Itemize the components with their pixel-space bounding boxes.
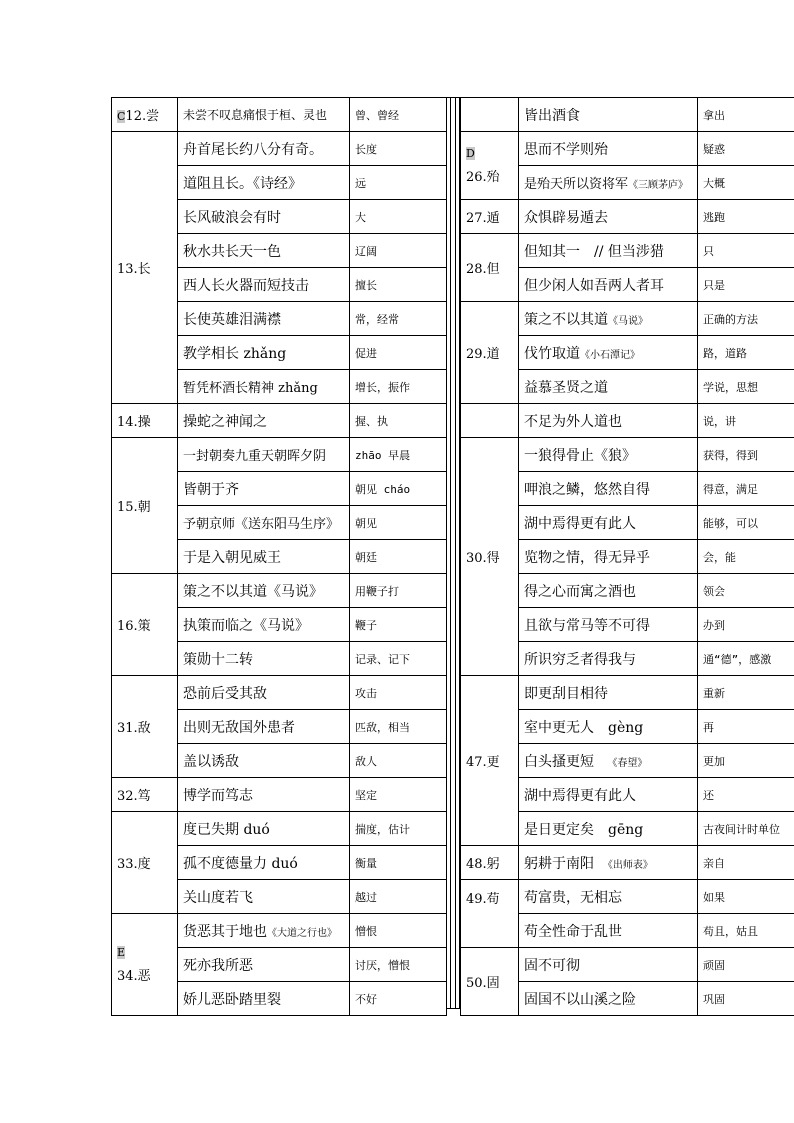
word-meaning: 顽固 [698, 948, 794, 982]
example-sentence: 秋水共长天一色 [178, 234, 350, 268]
table-row [112, 914, 447, 948]
word-meaning: 拿出 [698, 98, 794, 132]
word-meaning: 如果 [698, 880, 794, 914]
word-meaning: 会，能 [698, 540, 794, 574]
example-sentence: 但少闲人如吾两人者耳 [519, 268, 698, 302]
word-meaning: 还 [698, 778, 794, 812]
example-sentence: 于是入朝见威王 [178, 540, 350, 574]
word-meaning: 办到 [698, 608, 794, 642]
example-sentence: 操蛇之神闻之 [178, 404, 350, 438]
section-letter: C [117, 110, 126, 123]
table-row [461, 132, 794, 166]
vocab-key: 50.固 [461, 948, 519, 1016]
word-meaning: 大概 [698, 166, 794, 200]
vocab-key [461, 98, 519, 132]
word-meaning: 擅长 [350, 268, 447, 302]
example-sentence: 室中更无人 gèng [519, 710, 698, 744]
vocab-key [461, 404, 519, 438]
vocab-key: 29.道 [461, 302, 519, 404]
table-row [461, 200, 794, 234]
example-sentence: 执策而临之《马说》 [178, 608, 350, 642]
source-citation: 《小石潭记》 [580, 349, 640, 361]
word-meaning: 路，道路 [698, 336, 794, 370]
example-sentence: 白头搔更短 《春望》 [519, 744, 698, 778]
example-sentence: 度已失期 duó [178, 812, 350, 846]
source-citation: 《马说》 [608, 315, 648, 327]
table-row [461, 98, 794, 132]
vocab-key: E 34.恶 [112, 914, 178, 1016]
example-sentence: 孤不度德量力 duó [178, 846, 350, 880]
vocab-key: 33.度 [112, 812, 178, 914]
word-meaning: 常，经常 [350, 302, 447, 336]
word-meaning: 只是 [698, 268, 794, 302]
word-meaning: 苟且，姑且 [698, 914, 794, 948]
source-citation: 《出师表》 [602, 859, 653, 871]
example-sentence: 益慕圣贤之道 [519, 370, 698, 404]
word-meaning: 更加 [698, 744, 794, 778]
word-meaning: 增长，振作 [350, 370, 447, 404]
word-meaning: 揣度，估计 [350, 812, 447, 846]
example-sentence: 苟全性命于乱世 [519, 914, 698, 948]
vocab-key: 14.操 [112, 404, 178, 438]
word-meaning: 讨厌，憎恨 [350, 948, 447, 982]
word-meaning: 辽阔 [350, 234, 447, 268]
left-vocab-table [111, 97, 447, 1016]
word-meaning: 曾、曾经 [350, 98, 447, 132]
example-sentence: 关山度若飞 [178, 880, 350, 914]
word-meaning: 逃跑 [698, 200, 794, 234]
example-sentence: 思而不学则殆 [519, 132, 698, 166]
example-sentence: 湖中焉得更有此人 [519, 506, 698, 540]
table-row [461, 438, 794, 472]
word-meaning: 只 [698, 234, 794, 268]
word-meaning: 正确的方法 [698, 302, 794, 336]
vocab-key: C12.尝 [112, 98, 178, 132]
example-sentence: 众惧辟易遁去 [519, 200, 698, 234]
example-sentence: 长风破浪会有时 [178, 200, 350, 234]
example-sentence: 是日更定矣 gēng [519, 812, 698, 846]
word-meaning: 大 [350, 200, 447, 234]
vocab-key: 49.苟 [461, 880, 519, 948]
vocab-key: 48.躬 [461, 846, 519, 880]
table-row [112, 778, 447, 812]
vocab-key: 16.策 [112, 574, 178, 676]
word-meaning: 用鞭子打 [350, 574, 447, 608]
word-meaning: 衡量 [350, 846, 447, 880]
example-sentence: 是殆天所以资将军《三顾茅庐》 [519, 166, 698, 200]
word-meaning: 越过 [350, 880, 447, 914]
word-meaning: 促进 [350, 336, 447, 370]
example-sentence: 舟首尾长约八分有奇。 [178, 132, 350, 166]
vocab-key: D 26.殆 [461, 132, 519, 200]
word-meaning: 古夜间计时单位 [698, 812, 794, 846]
vocab-key: 28.但 [461, 234, 519, 302]
word-meaning: 敌人 [350, 744, 447, 778]
example-sentence: 皆出酒食 [519, 98, 698, 132]
word-meaning: 不好 [350, 982, 447, 1016]
word-meaning: 朝廷 [350, 540, 447, 574]
table-row [461, 676, 794, 710]
example-sentence: 但知其一 // 但当涉猎 [519, 234, 698, 268]
word-meaning: 通“德”，感激 [698, 642, 794, 676]
word-meaning: 领会 [698, 574, 794, 608]
table-row [112, 676, 447, 710]
table-row [112, 812, 447, 846]
example-sentence: 恐前后受其敌 [178, 676, 350, 710]
example-sentence: 一封朝奏九重天朝晖夕阴 [178, 438, 350, 472]
table-row [461, 404, 794, 438]
example-sentence: 盖以诱敌 [178, 744, 350, 778]
vocab-key: 15.朝 [112, 438, 178, 574]
word-meaning: 朝见 [350, 506, 447, 540]
vocab-key: 27.遁 [461, 200, 519, 234]
section-letter: D [466, 146, 475, 160]
vocab-key: 31.敌 [112, 676, 178, 778]
word-meaning: 握、执 [350, 404, 447, 438]
table-row [461, 234, 794, 268]
word-meaning: 说，讲 [698, 404, 794, 438]
example-sentence: 呷浪之鳞，悠然自得 [519, 472, 698, 506]
example-sentence: 予朝京师《送东阳马生序》 [178, 506, 350, 540]
source-citation: 《三顾茅庐》 [628, 180, 689, 191]
vocab-key: 13.长 [112, 132, 178, 404]
word-meaning: 再 [698, 710, 794, 744]
word-meaning: 得意，满足 [698, 472, 794, 506]
table-row [461, 302, 794, 336]
right-vocab-table [460, 97, 794, 1016]
vocab-key: 30.得 [461, 438, 519, 676]
word-meaning: 朝见 cháo [350, 472, 447, 506]
word-meaning: 憎恨 [350, 914, 447, 948]
table-row [112, 438, 447, 472]
example-sentence: 苟富贵，无相忘 [519, 880, 698, 914]
example-sentence: 出则无敌国外患者 [178, 710, 350, 744]
example-sentence: 博学而笃志 [178, 778, 350, 812]
example-sentence: 策勋十二转 [178, 642, 350, 676]
table-row [112, 132, 447, 166]
example-sentence: 长使英雄泪满襟 [178, 302, 350, 336]
example-sentence: 道阻且长。《诗经》 [178, 166, 350, 200]
example-sentence: 览物之情，得无异乎 [519, 540, 698, 574]
table-row [461, 948, 794, 982]
example-sentence: 货恶其于地也《大道之行也》 [178, 914, 350, 948]
example-sentence: 西人长火器而短技击 [178, 268, 350, 302]
word-meaning: 鞭子 [350, 608, 447, 642]
example-sentence: 得之心而寓之酒也 [519, 574, 698, 608]
example-sentence: 所识穷乏者得我与 [519, 642, 698, 676]
word-meaning: 获得，得到 [698, 438, 794, 472]
example-sentence: 皆朝于齐 [178, 472, 350, 506]
vocab-key: 47.更 [461, 676, 519, 846]
vocab-key: 32.笃 [112, 778, 178, 812]
example-sentence: 固不可彻 [519, 948, 698, 982]
table-row [112, 574, 447, 608]
word-meaning: zhāo 早晨 [350, 438, 447, 472]
word-meaning: 长度 [350, 132, 447, 166]
source-citation: 《春望》 [607, 757, 648, 769]
example-sentence: 躬耕于南阳 《出师表》 [519, 846, 698, 880]
table-row [112, 98, 447, 132]
example-sentence: 策之不以其道《马说》 [178, 574, 350, 608]
example-sentence: 娇儿恶卧踏里裂 [178, 982, 350, 1016]
section-letter: E [117, 945, 126, 959]
example-sentence: 即更刮目相待 [519, 676, 698, 710]
word-meaning: 能够，可以 [698, 506, 794, 540]
table-row [112, 404, 447, 438]
table-row [461, 880, 794, 914]
word-meaning: 记录、记下 [350, 642, 447, 676]
example-sentence: 教学相长 zhǎng [178, 336, 350, 370]
word-meaning: 疑惑 [698, 132, 794, 166]
source-citation: 《大道之行也》 [267, 927, 337, 939]
example-sentence: 不足为外人道也 [519, 404, 698, 438]
table-row [461, 846, 794, 880]
word-meaning: 重新 [698, 676, 794, 710]
column-divider [446, 97, 460, 1009]
example-sentence: 一狼得骨止《狼》 [519, 438, 698, 472]
example-sentence: 固国不以山溪之险 [519, 982, 698, 1016]
example-sentence: 暂凭杯酒长精神 zhǎng [178, 370, 350, 404]
example-sentence: 湖中焉得更有此人 [519, 778, 698, 812]
example-sentence: 且欲与常马等不可得 [519, 608, 698, 642]
word-meaning: 巩固 [698, 982, 794, 1016]
example-sentence: 伐竹取道《小石潭记》 [519, 336, 698, 370]
example-sentence: 未尝不叹息痛恨于桓、灵也 [178, 98, 350, 132]
word-meaning: 学说，思想 [698, 370, 794, 404]
word-meaning: 匹敌，相当 [350, 710, 447, 744]
example-sentence: 策之不以其道《马说》 [519, 302, 698, 336]
word-meaning: 坚定 [350, 778, 447, 812]
word-meaning: 攻击 [350, 676, 447, 710]
word-meaning: 远 [350, 166, 447, 200]
example-sentence: 死亦我所恶 [178, 948, 350, 982]
word-meaning: 亲自 [698, 846, 794, 880]
